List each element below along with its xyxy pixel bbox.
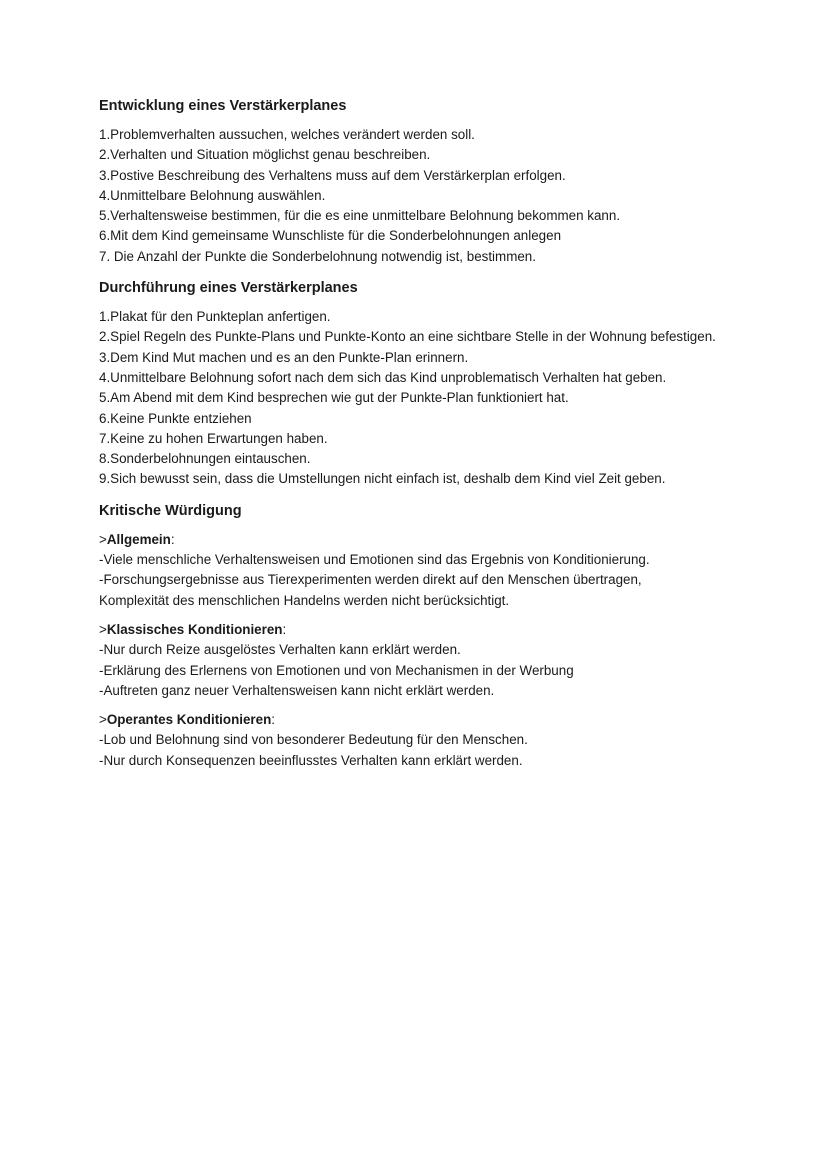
critique-line: -Nur durch Reize ausgelöstes Verhalten kann erklärt werden. (99, 642, 461, 658)
heading-prefix: > (99, 621, 107, 637)
list-item: 6.Keine Punkte entziehen (99, 410, 252, 426)
list-item: 7.Keine zu hohen Erwartungen haben. (99, 430, 328, 446)
critique-line: Komplexität des menschlichen Handelns werden nicht berücksichtigt. (99, 592, 510, 608)
list-item: 5.Am Abend mit dem Kind besprechen wie gut der Punkte-Plan funktioniert hat. (99, 390, 569, 406)
section-durchfuehrung (99, 278, 799, 490)
section-title: Entwicklung eines Verstärkerplanes (99, 98, 347, 114)
list-item: 1.Plakat für den Punkteplan anfertigen. (99, 309, 331, 325)
heading-text: Klassisches Konditionieren (106, 621, 283, 637)
heading-prefix: > (99, 712, 107, 728)
list-item: 9.Sich bewusst sein, dass die Umstellungen nicht einfach ist, deshalb dem Kind viel Zeit geben. (99, 471, 666, 487)
numbered-list (99, 307, 799, 490)
section-kritische-wuerdigung (99, 501, 799, 771)
heading-suffix: : (271, 712, 275, 728)
list-item: 1.Problemverhalten aussuchen, welches verändert werden soll. (99, 127, 475, 142)
section-entwicklung (99, 96, 799, 267)
critique-line: -Viele menschliche Verhaltensweisen und Emotionen sind das Ergebnis von Konditionierung. (99, 552, 650, 568)
critique-block-allgemein (99, 530, 799, 611)
heading-suffix: : (170, 531, 175, 547)
critique-block-klassisch (99, 620, 799, 701)
list-item: 5.Verhaltensweise bestimmen, für die es eine unmittelbare Belohnung bekommen kann. (99, 208, 621, 224)
list-item: 8.Sonderbelohnungen eintauschen. (99, 451, 311, 467)
heading-suffix: : (282, 621, 287, 637)
critique-heading (99, 620, 799, 640)
section-title: Kritische Würdigung (99, 502, 242, 519)
list-item: 6.Mit dem Kind gemeinsame Wunschliste für die Sonderbelohnungen anlegen (99, 228, 562, 244)
heading-prefix: > (99, 531, 107, 547)
list-item: 4.Unmittelbare Belohnung auswählen. (99, 187, 326, 203)
critique-line: -Forschungsergebnisse aus Tierexperimenten werden direkt auf den Menschen übertragen, (99, 572, 642, 588)
list-item: 3.Dem Kind Mut machen und es an den Punkte-Plan erinnern. (99, 349, 469, 365)
critique-line: -Erklärung des Erlernens von Emotionen und von Mechanismen in der Werbung (99, 662, 574, 678)
heading-text: Operantes Konditionieren (106, 712, 272, 728)
list-item: 2.Verhalten und Situation möglichst genau beschreiben. (99, 147, 431, 163)
numbered-list (99, 125, 799, 267)
critique-heading (99, 530, 799, 550)
list-item: 4.Unmittelbare Belohnung sofort nach dem sich das Kind unproblematisch Verhalten hat geben. (99, 369, 667, 385)
heading-text: Allgemein (106, 531, 171, 547)
critique-line: -Nur durch Konsequenzen beeinflusstes Verhalten kann erklärt werden. (99, 752, 523, 768)
section-title: Durchführung eines Verstärkerplanes (99, 280, 358, 297)
critique-line: -Lob und Belohnung sind von besonderer Bedeutung für den Menschen. (99, 732, 528, 748)
list-item: 7. Die Anzahl der Punkte die Sonderbelohnung notwendig ist, bestimmen. (99, 248, 536, 264)
list-item: 2.Spiel Regeln des Punkte-Plans und Punkte-Konto an eine sichtbare Stelle in der Wohnung befestigen. (99, 329, 716, 345)
critique-block-operant (99, 710, 799, 771)
critique-line: -Auftreten ganz neuer Verhaltensweisen kann nicht erklärt werden. (99, 682, 495, 698)
list-item: 3.Postive Beschreibung des Verhaltens muss auf dem Verstärkerplan erfolgen. (99, 167, 566, 183)
critique-heading (99, 710, 799, 730)
document-page (99, 96, 799, 782)
